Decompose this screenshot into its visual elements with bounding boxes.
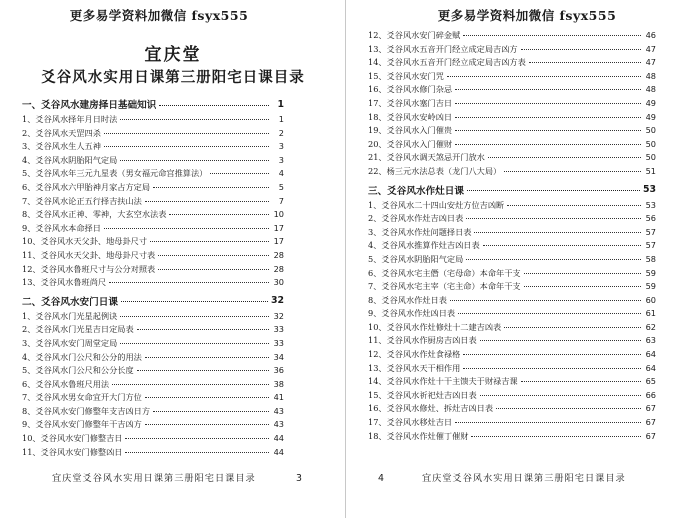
toc-entry-title: 17、爻谷风水塞门吉日 [368,97,453,108]
toc-entry-page: 65 [645,376,656,387]
toc-entry-page: 49 [645,97,656,108]
dot-leader [137,329,269,330]
page-header: 更多易学资料加微信 fsyx555 [437,8,617,23]
toc-entry-page: 1 [277,98,284,110]
dot-leader [104,133,269,134]
toc-entry-page: 47 [645,57,656,68]
dot-leader [463,354,641,355]
toc-entry-page: 50 [645,138,656,149]
toc-entry-page: 3 [278,141,284,152]
toc-entry-page: 49 [645,111,656,122]
toc-entry-title: 21、爻谷风水调天煞忌开门放水 [368,152,485,163]
toc-entry-title: 10、爻谷风水天父卦、地母卦尺寸 [22,236,148,247]
page-number: 4 [378,473,384,484]
toc-entry-title: 5、爻谷风水年三元九星表（男女福元命宫推算法） [22,168,208,179]
toc-entry-title: 2、爻谷风水天罡四杀 [22,127,101,138]
toc-entry [368,254,656,268]
dot-leader [447,76,641,77]
toc-entry [368,125,656,139]
toc-entry [368,390,656,404]
toc-entry-title: 8、爻谷风水安门修整年支吉凶日方 [22,405,151,416]
dot-leader [480,395,641,396]
toc-entry [368,403,656,417]
toc-entry [22,324,284,338]
toc-entry-page: 43 [273,405,284,416]
toc-entry-title: 4、爻谷风水推算作灶吉凶日表 [368,240,480,251]
dot-leader [145,424,269,425]
dot-leader [463,368,641,369]
dot-leader [483,245,641,246]
toc-entry-title: 5、爻谷风水阴胎阳气定局 [368,253,464,264]
toc-entry-title: 12、爻谷风水鲁班尺寸与公分对照表 [22,263,156,274]
dot-leader [145,201,269,202]
page-footer: 宜庆堂爻谷风水实用日课第三册阳宅日课目录 [52,473,256,484]
toc-entry [22,209,284,223]
dot-leader [488,157,641,158]
toc-entry-page: 60 [645,294,656,305]
toc-entry-page: 32 [270,295,284,307]
dot-leader [455,89,641,90]
toc-entry-title: 10、爻谷风水作灶修灶十二建吉凶表 [368,321,502,332]
dot-leader [159,105,269,106]
dot-leader [169,214,269,215]
toc-entry-title: 8、爻谷风水作灶日表 [368,294,447,305]
dot-leader [158,269,269,270]
toc-entry-page: 44 [273,433,284,444]
toc-entry [22,338,284,352]
toc-entry [22,128,284,142]
toc-entry-title: 18、爻谷风水作灶催丁催财 [368,430,469,441]
toc-entry-page: 59 [645,281,656,292]
toc-entry-title: 15、爻谷风水祈祀灶吉凶日表 [368,389,477,400]
dot-leader [455,130,641,131]
toc-entry-page: 63 [645,335,656,346]
dot-leader [471,436,641,437]
toc-entry-page: 67 [645,417,656,428]
toc-entry-page: 46 [645,30,656,40]
toc-entry-page: 50 [645,152,656,163]
toc-entry-title: 11、爻谷风水作厨房吉凶日表 [368,335,477,346]
dot-leader [137,370,269,371]
dot-leader [504,171,641,172]
page-number: 3 [296,473,302,484]
toc-entry [368,112,656,126]
toc-entry-title: 1、爻谷风水门光星起例诀 [22,310,118,321]
right-page [346,0,692,518]
toc-entry-title: 二、爻谷风水安门日课 [22,296,118,308]
dot-leader [210,173,269,174]
toc-entry [368,322,656,336]
toc-entry-page: 47 [645,43,656,54]
toc-entry-title: 18、爻谷风水安岭凶日 [368,111,453,122]
toc-entry-title: 12、爻谷风水安门碎金赋 [368,30,461,40]
toc-entry [368,417,656,431]
toc-entry-page: 5 [278,181,284,192]
toc-entry [22,447,284,461]
toc-entry [22,379,284,393]
toc-entry-page: 50 [645,125,656,136]
toc-entry [368,376,656,390]
toc-entry [368,166,656,180]
dot-leader [524,286,641,287]
dot-leader [455,144,641,145]
toc-entry [368,44,656,58]
toc-entry-title: 14、爻谷风水作灶十干主馈夫于财禄吉课 [368,376,518,387]
dot-leader [467,190,640,191]
toc-section [368,180,656,200]
toc-entry [368,227,656,241]
dot-leader [120,160,269,161]
toc-entry-page: 66 [645,389,656,400]
toc-entry-page: 44 [273,446,284,457]
dot-leader [504,327,641,328]
toc-entry [368,268,656,282]
dot-leader [150,241,269,242]
toc-entry-page: 67 [645,403,656,414]
toc-entry-title: 8、爻谷风水正神、零神，大玄空水法表 [22,209,167,220]
toc-entry-page: 56 [645,213,656,224]
toc-entry-title: 7、爻谷风水论正五行择吉扶山法 [22,195,142,206]
toc-entry-page: 17 [273,236,284,247]
toc-entry-page: 30 [273,277,284,288]
table-of-contents [22,94,284,460]
toc-entry [368,200,656,214]
dot-leader [524,273,641,274]
toc-entry [368,84,656,98]
toc-entry-title: 12、爻谷风水作灶食禄格 [368,349,461,360]
toc-entry-title: 6、爻谷风水宅主僭（宅母命）本命年干支 [368,267,521,278]
toc-entry [22,168,284,182]
toc-entry-page: 61 [645,308,656,319]
toc-entry-title: 3、爻谷风水生人五神 [22,141,101,152]
toc-entry-page: 62 [645,321,656,332]
toc-entry [22,236,284,250]
toc-entry-title: 4、爻谷风水门公尺和公分的用法 [22,351,142,362]
toc-entry [368,139,656,153]
dot-leader [121,301,268,302]
toc-entry-page: 38 [273,378,284,389]
toc-entry [368,431,656,445]
toc-entry [368,308,656,322]
page-header: 更多易学资料加微信 fsyx555 [69,8,249,23]
dot-leader [466,259,641,260]
toc-entry [368,349,656,363]
toc-entry [368,98,656,112]
toc-entry-page: 57 [645,226,656,237]
toc-entry-page: 59 [645,267,656,278]
dot-leader [120,119,269,120]
dot-leader [521,381,641,382]
toc-entry-page: 51 [645,165,656,176]
toc-entry-page: 2 [278,127,284,138]
toc-entry-page: 28 [273,263,284,274]
toc-entry-title: 7、爻谷风水男女命宜开大门方位 [22,392,142,403]
toc-entry [368,335,656,349]
toc-entry-page: 43 [273,419,284,430]
toc-entry-title: 2、爻谷风水门光星吉日定局表 [22,324,134,335]
page-footer: 宜庆堂爻谷风水实用日课第三册阳宅日课目录 [422,473,626,484]
toc-entry-title: 11、爻谷风水安门修整凶日 [22,446,123,457]
dot-leader [158,255,269,256]
toc-entry [368,213,656,227]
dot-leader [125,452,269,453]
dot-leader [529,62,641,63]
table-of-contents [368,30,656,444]
toc-entry [368,240,656,254]
dot-leader [458,313,641,314]
toc-entry [22,264,284,278]
dot-leader [145,357,269,358]
toc-entry-page: 3 [278,154,284,165]
toc-entry-page: 57 [645,240,656,251]
dot-leader [463,35,641,36]
toc-entry-page: 48 [645,70,656,81]
toc-entry-title: 22、杨三元水法总表（龙门八大局） [368,165,502,176]
dot-leader [480,340,641,341]
dot-leader [496,408,641,409]
toc-entry [368,30,656,44]
toc-entry [368,57,656,71]
dot-leader [109,282,269,283]
toc-entry-title: 15、爻谷风水安门咒 [368,70,444,81]
toc-entry [368,363,656,377]
toc-entry-title: 13、爻谷风水五音开门经立成定局吉凶方 [368,43,518,54]
toc-entry-title: 14、爻谷风水五音开门经立成定局吉凶方表 [368,57,526,68]
dot-leader [120,316,269,317]
toc-entry-title: 16、爻谷风水修门杂忌 [368,84,453,95]
toc-entry-page: 28 [273,249,284,260]
toc-entry-page: 67 [645,430,656,441]
toc-entry-title: 11、爻谷风水天父卦、地母卦尺寸表 [22,249,156,260]
toc-entry [22,419,284,433]
toc-entry [368,295,656,309]
dot-leader [120,343,269,344]
dot-leader [455,103,641,104]
toc-entry-title: 17、爻谷风水移灶吉日 [368,417,453,428]
toc-entry [22,141,284,155]
toc-entry [22,114,284,128]
toc-entry-title: 6、爻谷风水六甲胎神月家占方定局 [22,181,151,192]
toc-entry [22,250,284,264]
toc-entry-title: 一、爻谷风水建房择日基础知识 [22,100,157,111]
toc-entry-title: 20、爻谷风水入门催财 [368,138,453,149]
toc-entry-page: 64 [645,349,656,360]
toc-entry-title: 13、爻谷风水鲁班尚尺 [22,277,107,288]
dot-leader [521,49,641,50]
toc-entry-page: 48 [645,84,656,95]
toc-entry-page: 41 [273,392,284,403]
dot-leader [104,228,269,229]
toc-entry [22,182,284,196]
toc-entry-page: 32 [273,310,284,321]
toc-entry [368,281,656,295]
dot-leader [112,384,269,385]
toc-entry [368,71,656,85]
toc-entry [22,277,284,291]
toc-entry-title: 7、爻谷风水宅主宰（宅主命）本命年干支 [368,281,521,292]
toc-entry-page: 1 [278,114,284,124]
toc-section [22,291,284,311]
toc-entry-title: 3、爻谷风水作灶问题择日表 [368,226,472,237]
toc-entry [22,433,284,447]
toc-entry-page: 53 [642,184,656,196]
toc-entry-page: 10 [273,209,284,220]
dot-leader [507,205,641,206]
toc-entry-title: 9、爻谷风水本命择日 [22,222,101,233]
dot-leader [466,218,641,219]
toc-entry [22,223,284,237]
toc-entry-page: 34 [273,351,284,362]
toc-entry-title: 1、爻谷风水二十四山安灶方位吉凶断 [368,199,505,210]
toc-entry [22,406,284,420]
toc-entry-page: 4 [278,168,284,179]
toc-entry [368,152,656,166]
toc-entry-title: 1、爻谷风水择年月日时法 [22,114,118,124]
toc-entry-title: 16、爻谷风水修灶、拆灶吉凶日表 [368,403,494,414]
toc-entry-title: 3、爻谷风水安门周堂定局 [22,337,118,348]
dot-leader [455,422,641,423]
dot-leader [145,397,269,398]
toc-entry-title: 5、爻谷风水门公尺和公分长度 [22,365,134,376]
dot-leader [450,300,641,301]
toc-entry-title: 13、爻谷风水天干相作用 [368,362,461,373]
dot-leader [474,232,641,233]
toc-entry-page: 17 [273,222,284,233]
toc-entry-title: 9、爻谷风水作灶凶日表 [368,308,456,319]
book-title: 爻谷风水实用日课第三册阳宅日课目录 [41,69,305,86]
toc-entry-title: 10、爻谷风水安门修整吉日 [22,433,123,444]
toc-entry-title: 6、爻谷风水鲁班尺用法 [22,378,110,389]
toc-entry [22,155,284,169]
toc-entry-title: 4、爻谷风水阴胎阳气定局 [22,154,118,165]
toc-entry-title: 2、爻谷风水作灶吉凶日表 [368,213,464,224]
toc-entry-page: 33 [273,337,284,348]
toc-entry-page: 64 [645,362,656,373]
toc-entry-title: 三、爻谷风水作灶日课 [368,185,464,197]
toc-entry-page: 33 [273,324,284,335]
hall-name: 宜庆堂 [144,45,202,65]
toc-entry [22,196,284,210]
toc-section [22,94,284,114]
toc-entry-page: 7 [278,195,284,206]
dot-leader [125,438,269,439]
dot-leader [104,146,269,147]
toc-entry [22,352,284,366]
toc-entry-title: 19、爻谷风水入门催贵 [368,125,453,136]
dot-leader [153,187,269,188]
toc-entry-page: 58 [645,253,656,264]
toc-entry [22,392,284,406]
toc-entry [22,365,284,379]
dot-leader [455,117,641,118]
toc-entry [22,311,284,325]
toc-entry-title: 9、爻谷风水安门修整年干吉凶方 [22,419,142,430]
dot-leader [153,411,269,412]
toc-entry-page: 53 [645,199,656,210]
toc-entry-page: 36 [273,365,284,376]
